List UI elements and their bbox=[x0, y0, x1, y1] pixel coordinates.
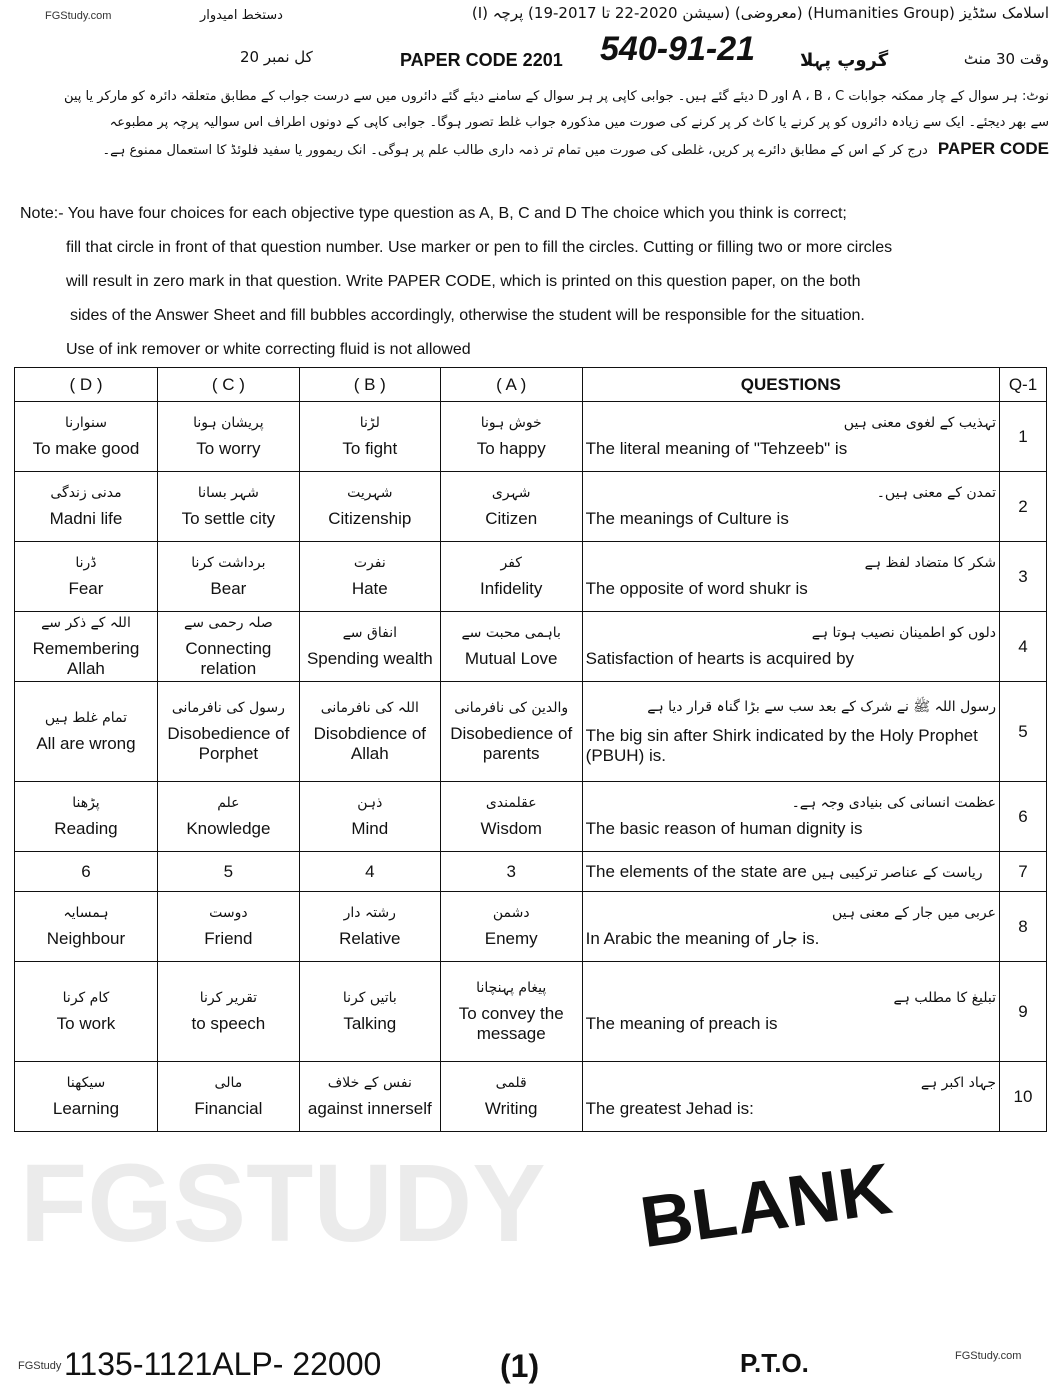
question-english: Satisfaction of hearts is acquired by bbox=[585, 648, 855, 668]
option-c bbox=[157, 472, 299, 542]
question-english: The greatest Jehad is: bbox=[585, 1098, 754, 1118]
option-a-urdu: والدین کی نافرمانی bbox=[454, 699, 569, 716]
option-a-english: 3 bbox=[506, 861, 516, 881]
option-d-urdu: سنوارنا bbox=[64, 414, 107, 431]
option-b-english: Mind bbox=[351, 818, 389, 838]
option-d-urdu: اللہ کے ذکر سے bbox=[41, 614, 131, 631]
note-line: Note:- You have four choices for each objective type question as A, B, C and D The choice which you think is correct; bbox=[20, 205, 847, 222]
option-b bbox=[299, 962, 440, 1062]
option-a-english: Wisdom bbox=[480, 818, 542, 838]
option-b-english: Hate bbox=[351, 578, 388, 598]
option-b-english: 4 bbox=[365, 861, 375, 881]
question-text bbox=[582, 892, 999, 962]
option-d bbox=[15, 892, 158, 962]
option-b bbox=[299, 852, 440, 892]
option-c-urdu: صلہ رحمی سے bbox=[184, 614, 273, 631]
option-a-english: Mutual Love bbox=[464, 648, 558, 668]
option-a-english: To convey the message bbox=[458, 1003, 564, 1043]
option-a bbox=[440, 542, 582, 612]
option-a-english: Disobedience of parents bbox=[450, 723, 573, 763]
option-b-urdu: نفس کے خلاف bbox=[327, 1074, 412, 1091]
option-d-urdu: کام کرنا bbox=[62, 989, 110, 1006]
handwritten-code: 540-91-21 bbox=[600, 30, 756, 68]
option-d-english: All are wrong bbox=[36, 733, 136, 753]
question-urdu: رسول اللہ ﷺ نے شرک کے بعد سب سے بڑا گناہ قرار دیا ہے bbox=[647, 698, 996, 715]
question-text bbox=[582, 852, 999, 892]
watermark: FGSTUDY bbox=[20, 1142, 546, 1265]
option-d-urdu: ڈرنا bbox=[75, 554, 97, 571]
question-number: 10 bbox=[1000, 1062, 1047, 1132]
blank-stamp: BLANK bbox=[635, 1148, 897, 1264]
option-b bbox=[299, 892, 440, 962]
option-c bbox=[157, 962, 299, 1062]
option-b-english: Talking bbox=[343, 1013, 397, 1033]
question-text bbox=[582, 1062, 999, 1132]
option-c bbox=[157, 892, 299, 962]
option-c-urdu: مالی bbox=[214, 1074, 243, 1091]
option-d bbox=[15, 782, 158, 852]
header-questions: QUESTIONS bbox=[582, 368, 999, 402]
option-d-english: To work bbox=[56, 1013, 116, 1033]
option-c-english: Friend bbox=[204, 928, 253, 948]
option-c-urdu: رسول کی نافرمانی bbox=[171, 699, 285, 716]
option-d-urdu: پڑھنا bbox=[72, 794, 100, 811]
option-a-english: Enemy bbox=[484, 928, 538, 948]
option-a-urdu: دشمن bbox=[492, 904, 530, 921]
option-c bbox=[157, 612, 299, 682]
option-b-urdu: رشتہ دار bbox=[343, 904, 396, 921]
option-c-english: to speech bbox=[191, 1013, 266, 1033]
option-c bbox=[157, 402, 299, 472]
header-q1: Q-1 bbox=[1000, 368, 1047, 402]
header-d: ( D ) bbox=[15, 368, 158, 402]
option-c-english: Connecting relation bbox=[185, 638, 272, 678]
option-c-urdu: برداشت کرنا bbox=[191, 554, 266, 571]
option-a-english: To happy bbox=[476, 438, 546, 458]
question-urdu: تبلیغ کا مطلب ہے bbox=[893, 989, 996, 1006]
option-d bbox=[15, 962, 158, 1062]
question-row bbox=[15, 402, 1047, 472]
note-line: fill that circle in front of that question number. Use marker or pen to fill the circles. Cutting or filling two or more circles bbox=[66, 239, 893, 256]
option-a-urdu: کفر bbox=[500, 554, 522, 571]
urdu-note-line-3 bbox=[8, 136, 1049, 164]
question-number: 7 bbox=[1000, 852, 1047, 892]
urdu-note-line: نوٹ: ہر سوال کے چار ممکنہ جوابات A ، B ، C اور D دیئے گئے ہیں۔ جوابی کاپی پر ہر سوال کے سامنے دیئے گئے دائروں میں سے درست جواب کے مطابق متعلقہ دائرہ کو مارکر یا پین bbox=[63, 89, 1049, 104]
pto-label: P.T.O. bbox=[740, 1348, 809, 1378]
option-d-english: Madni life bbox=[49, 508, 123, 528]
option-b bbox=[299, 612, 440, 682]
option-b-urdu: انفاق سے bbox=[342, 624, 397, 641]
question-urdu: عربی میں جار کے معنی ہیں bbox=[831, 904, 996, 921]
option-d-english: To make good bbox=[32, 438, 140, 458]
page-number: (1) bbox=[500, 1348, 540, 1384]
option-d-urdu: مدنی زندگی bbox=[50, 484, 122, 501]
question-number: 1 bbox=[1000, 402, 1047, 472]
question-urdu: تہذیب کے لغوی معنی ہیں bbox=[843, 414, 996, 431]
question-urdu: جہاد اکبر ہے bbox=[920, 1074, 996, 1091]
question-urdu: دلوں کو اطمینان نصیب ہوتا ہے bbox=[811, 624, 996, 641]
option-a-urdu: قلمی bbox=[495, 1074, 527, 1091]
option-c-english: To settle city bbox=[181, 508, 276, 528]
option-d-urdu: تمام غلط ہیں bbox=[44, 709, 128, 726]
signature-label: دستخط امیدوار bbox=[200, 8, 283, 23]
option-c-english: Bear bbox=[210, 578, 247, 598]
question-row bbox=[15, 852, 1047, 892]
option-d-english: Learning bbox=[52, 1098, 120, 1118]
option-b-english: Citizenship bbox=[328, 508, 412, 528]
option-d-english: Reading bbox=[54, 818, 118, 838]
question-text bbox=[582, 682, 999, 782]
note-line: sides of the Answer Sheet and fill bubbles accordingly, otherwise the student will be responsible for the situation. bbox=[70, 307, 865, 324]
urdu-note bbox=[8, 84, 1049, 164]
option-c-english: 5 bbox=[223, 861, 234, 881]
option-b-english: To fight bbox=[342, 438, 398, 458]
question-row bbox=[15, 612, 1047, 682]
option-c-urdu: تقریر کرنا bbox=[199, 989, 258, 1006]
option-a-english: Infidelity bbox=[480, 578, 543, 598]
option-c-urdu: پریشان ہونا bbox=[193, 414, 264, 431]
option-b-urdu: شہریت bbox=[347, 484, 393, 501]
question-urdu: ریاست کے عناصر ترکیبی ہیں bbox=[811, 864, 983, 881]
subject-line: اسلامک سٹڈیز (Humanities Group) (معروضی) (سیشن 2020-22 تا 2017-19) پرچہ (I) bbox=[471, 4, 1049, 22]
option-a bbox=[440, 782, 582, 852]
option-c-urdu: علم bbox=[217, 794, 240, 811]
urdu-note-line: درج کر کے اس کے مطابق دائرے پر کریں، غلطی کی صورت میں تمام تر ذمہ داری طالب علم پر ہوگی۔ انک ریموور یا سفید فلوئڈ کا استعمال ممنوع ہے۔ bbox=[102, 143, 928, 158]
question-english: The big sin after Shirk indicated by the Holy Prophet (PBUH) is. bbox=[585, 725, 978, 765]
option-a bbox=[440, 612, 582, 682]
question-row bbox=[15, 962, 1047, 1062]
question-english: The basic reason of human dignity is bbox=[585, 818, 863, 838]
option-b-english: Spending wealth bbox=[306, 648, 433, 668]
option-d bbox=[15, 852, 158, 892]
option-d-english: Remembering Allah bbox=[32, 638, 140, 678]
option-c bbox=[157, 1062, 299, 1132]
option-a bbox=[440, 962, 582, 1062]
question-english: The literal meaning of "Tehzeeb" is bbox=[585, 438, 848, 458]
option-a-english: Citizen bbox=[485, 508, 538, 528]
question-row bbox=[15, 782, 1047, 852]
urdu-note-paper-code: PAPER CODE bbox=[937, 139, 1049, 158]
question-number: 2 bbox=[1000, 472, 1047, 542]
option-c-english: Knowledge bbox=[186, 818, 271, 838]
question-english: The elements of the state are bbox=[585, 861, 807, 881]
option-c-english: Financial bbox=[194, 1098, 263, 1118]
question-row bbox=[15, 472, 1047, 542]
question-text bbox=[582, 612, 999, 682]
question-text bbox=[582, 782, 999, 852]
option-a bbox=[440, 1062, 582, 1132]
option-c bbox=[157, 542, 299, 612]
option-c-urdu: دوست bbox=[209, 904, 248, 921]
option-a bbox=[440, 472, 582, 542]
footer-site-right: FGStudy.com bbox=[955, 1350, 1022, 1362]
question-text bbox=[582, 962, 999, 1062]
option-b-english: Relative bbox=[339, 928, 401, 948]
option-d bbox=[15, 612, 158, 682]
question-number: 9 bbox=[1000, 962, 1047, 1062]
option-c-english: Disobedience of Porphet bbox=[167, 723, 290, 763]
group-label: گروپ پہلا bbox=[800, 50, 889, 71]
option-d bbox=[15, 682, 158, 782]
total-marks: کل نمبر 20 bbox=[240, 48, 313, 66]
question-number: 3 bbox=[1000, 542, 1047, 612]
option-b-urdu: باتیں کرنا bbox=[342, 989, 397, 1006]
footer-code: 1135-1121ALP- 22000 bbox=[64, 1346, 382, 1382]
option-b-english: against innerself bbox=[307, 1098, 432, 1118]
option-c bbox=[157, 852, 299, 892]
option-b-english: Disobdience of Allah bbox=[313, 723, 427, 763]
header-a: ( A ) bbox=[440, 368, 582, 402]
question-number: 4 bbox=[1000, 612, 1047, 682]
option-c-english: To worry bbox=[196, 438, 261, 458]
option-c bbox=[157, 682, 299, 782]
option-b-urdu: لڑنا bbox=[359, 414, 380, 431]
option-a bbox=[440, 402, 582, 472]
option-d bbox=[15, 402, 158, 472]
question-row bbox=[15, 542, 1047, 612]
question-english: In Arabic the meaning of جار is. bbox=[585, 928, 820, 948]
option-a-english: Writing bbox=[484, 1098, 538, 1118]
question-row bbox=[15, 682, 1047, 782]
option-b-urdu: ذہن bbox=[357, 794, 383, 811]
option-d bbox=[15, 1062, 158, 1132]
option-d bbox=[15, 472, 158, 542]
question-number: 6 bbox=[1000, 782, 1047, 852]
option-b bbox=[299, 782, 440, 852]
option-a bbox=[440, 892, 582, 962]
question-row bbox=[15, 892, 1047, 962]
note-line: will result in zero mark in that question. Write PAPER CODE, which is printed on this question paper, on the both bbox=[66, 273, 861, 290]
option-c-urdu: شہر بسانا bbox=[197, 484, 259, 501]
question-urdu: تمدن کے معنی ہیں۔ bbox=[876, 484, 996, 501]
question-text bbox=[582, 472, 999, 542]
option-a-urdu: پیغام پہنچانا bbox=[476, 979, 547, 996]
option-b bbox=[299, 472, 440, 542]
site-label: FGStudy.com bbox=[45, 10, 112, 22]
option-d-urdu: ہمسایہ bbox=[63, 904, 109, 921]
questions-table bbox=[14, 367, 1047, 1132]
option-c bbox=[157, 782, 299, 852]
option-d-english: 6 bbox=[81, 861, 91, 881]
option-b bbox=[299, 682, 440, 782]
question-number: 8 bbox=[1000, 892, 1047, 962]
option-a-urdu: شہری bbox=[491, 484, 531, 501]
question-english: The meaning of preach is bbox=[585, 1013, 778, 1033]
question-text bbox=[582, 402, 999, 472]
option-b bbox=[299, 402, 440, 472]
urdu-note-line: سے بھر دیجئے۔ ایک سے زیادہ دائروں کو پر کرنے یا کاٹ کر پر کرنے کی صورت میں مذکورہ جواب غلط تصور ہوگا۔ جوابی کاپی کے دونوں اطراف اس سوالیہ پرچہ پر مطبوعہ bbox=[109, 115, 1049, 130]
question-urdu: عظمت انسانی کی بنیادی وجہ ہے۔ bbox=[791, 794, 996, 811]
option-d bbox=[15, 542, 158, 612]
question-english: The meanings of Culture is bbox=[585, 508, 789, 528]
option-b bbox=[299, 1062, 440, 1132]
option-d-english: Neighbour bbox=[46, 928, 126, 948]
footer-site: FGStudy bbox=[18, 1360, 62, 1372]
option-d-english: Fear bbox=[68, 578, 104, 598]
option-a bbox=[440, 852, 582, 892]
option-d-urdu: سیکھنا bbox=[66, 1074, 106, 1091]
question-number: 5 bbox=[1000, 682, 1047, 782]
note-line: Use of ink remover or white correcting fluid is not allowed bbox=[66, 341, 471, 358]
option-b-urdu: نفرت bbox=[353, 554, 386, 571]
option-a bbox=[440, 682, 582, 782]
paper-code: PAPER CODE 2201 bbox=[400, 50, 563, 70]
question-english: The opposite of word shukr is bbox=[585, 578, 808, 598]
question-urdu: شکر کا متضاد لفظ ہے bbox=[864, 554, 996, 571]
question-text bbox=[582, 542, 999, 612]
option-a-urdu: خوش ہونا bbox=[480, 414, 542, 431]
header-c: ( C ) bbox=[157, 368, 299, 402]
option-b bbox=[299, 542, 440, 612]
time-label: وقت 30 منٹ bbox=[963, 50, 1049, 68]
question-row bbox=[15, 1062, 1047, 1132]
option-b-urdu: اللہ کی نافرمانی bbox=[320, 699, 419, 716]
option-a-urdu: عقلمندی bbox=[485, 794, 537, 811]
header-b: ( B ) bbox=[299, 368, 440, 402]
option-a-urdu: باہمی محبت سے bbox=[461, 624, 561, 641]
